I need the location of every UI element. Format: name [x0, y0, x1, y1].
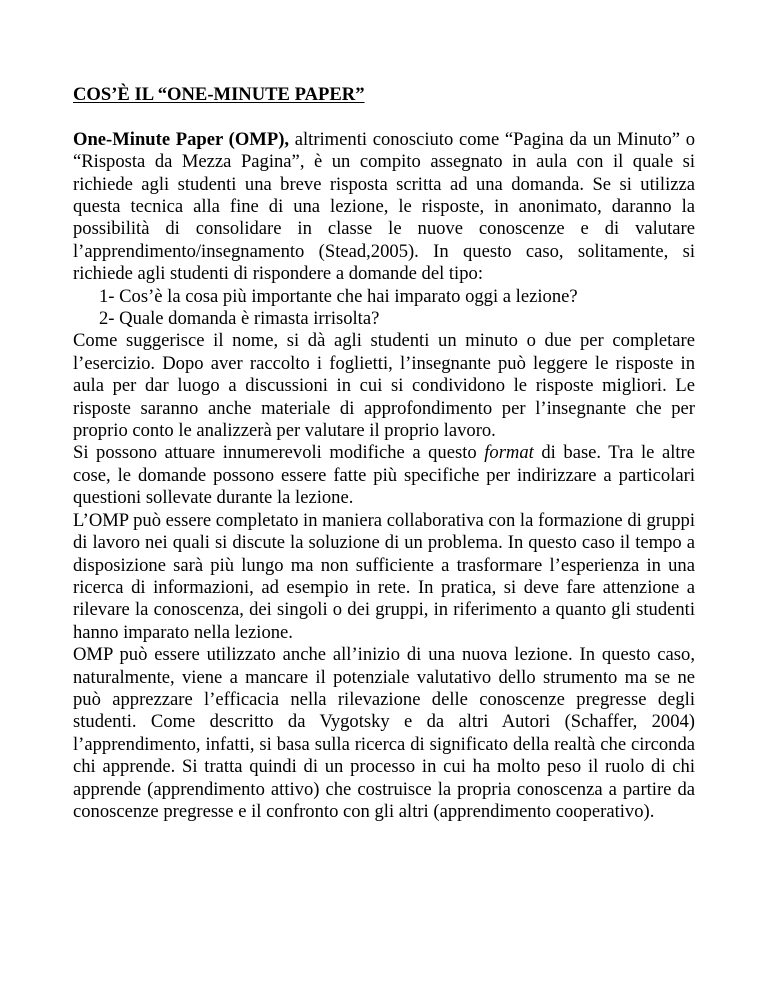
- question-list: [73, 286, 695, 331]
- paragraph-variations: [73, 442, 695, 509]
- omp-term: One-Minute Paper (OMP),: [73, 128, 290, 150]
- paragraph-usage: Come suggerisce il nome, si dà agli studenti un minuto o due per completare l’esercizio. Dopo aver raccolto i foglietti, l’insegnante può leggere le risposte in aula per dar luogo a discussioni in cui si condividono le risposte migliori. Le risposte saranno anche materiale di approfondimento per l’insegnante che per proprio conto le analizzerà per valutare il proprio lavoro.: [73, 330, 695, 442]
- document-page: [73, 84, 695, 823]
- document-title: COS’È IL “ONE-MINUTE PAPER”: [73, 84, 365, 105]
- variations-text-after: di base. Tra le altre cose, le domande possono essere fatte più specifiche per indirizzare a particolari questioni sollevate durante la lezione.: [73, 442, 695, 509]
- intro-paragraph: [73, 129, 695, 286]
- intro-text: altrimenti conosciuto come “Pagina da un Minuto” o “Risposta da Mezza Pagina”, è un compito assegnato in aula con il quale si richiede agli studenti una breve risposta scritta ad una domanda. Se si utilizza questa tecnica alla fine di una lezione, le risposte, in anonimato, daranno la possibilità di consolidare in classe le nuove conoscenze e di valutare l’apprendimento/insegnamento (Stead,2005). In questo caso, solitamente, si richiede agli studenti di rispondere a domande del tipo:: [73, 128, 695, 285]
- variations-text-before: Si possono attuare innumerevoli modifiche a questo: [73, 442, 485, 464]
- format-term: format: [484, 442, 534, 464]
- paragraph-lesson-start: OMP può essere utilizzato anche all’inizio di una nuova lezione. In questo caso, naturalmente, viene a mancare il potenziale valutativo dello strumento ma se ne può apprezzare l’efficacia nella rilevazione delle conoscenze pregresse degli studenti. Come descritto da Vygotsky e da altri Autori (Schaffer, 2004) l’apprendimento, infatti, si basa sulla ricerca di significato della realtà che circonda chi apprende. Si tratta quindi di un processo in cui ha molto peso il ruolo di chi apprende (apprendimento attivo) che costruisce la propria conoscenza a partire da conoscenze pregresse e il confronto con gli altri (apprendimento cooperativo).: [73, 644, 695, 822]
- question-item-1: 1- Cos’è la cosa più importante che hai imparato oggi a lezione?: [99, 285, 578, 307]
- question-item-2: 2- Quale domanda è rimasta irrisolta?: [99, 308, 380, 330]
- paragraph-collaborative: L’OMP può essere completato in maniera collaborativa con la formazione di gruppi di lavoro nei quali si discute la soluzione di un problema. In questo caso il tempo a disposizione sarà più lungo ma non sufficiente a trasformare l’esperienza in una ricerca di informazioni, ad esempio in rete. In pratica, si deve fare attenzione a rilevare la conoscenza, dei singoli o dei gruppi, in riferimento a quanto gli studenti hanno imparato nella lezione.: [73, 509, 695, 643]
